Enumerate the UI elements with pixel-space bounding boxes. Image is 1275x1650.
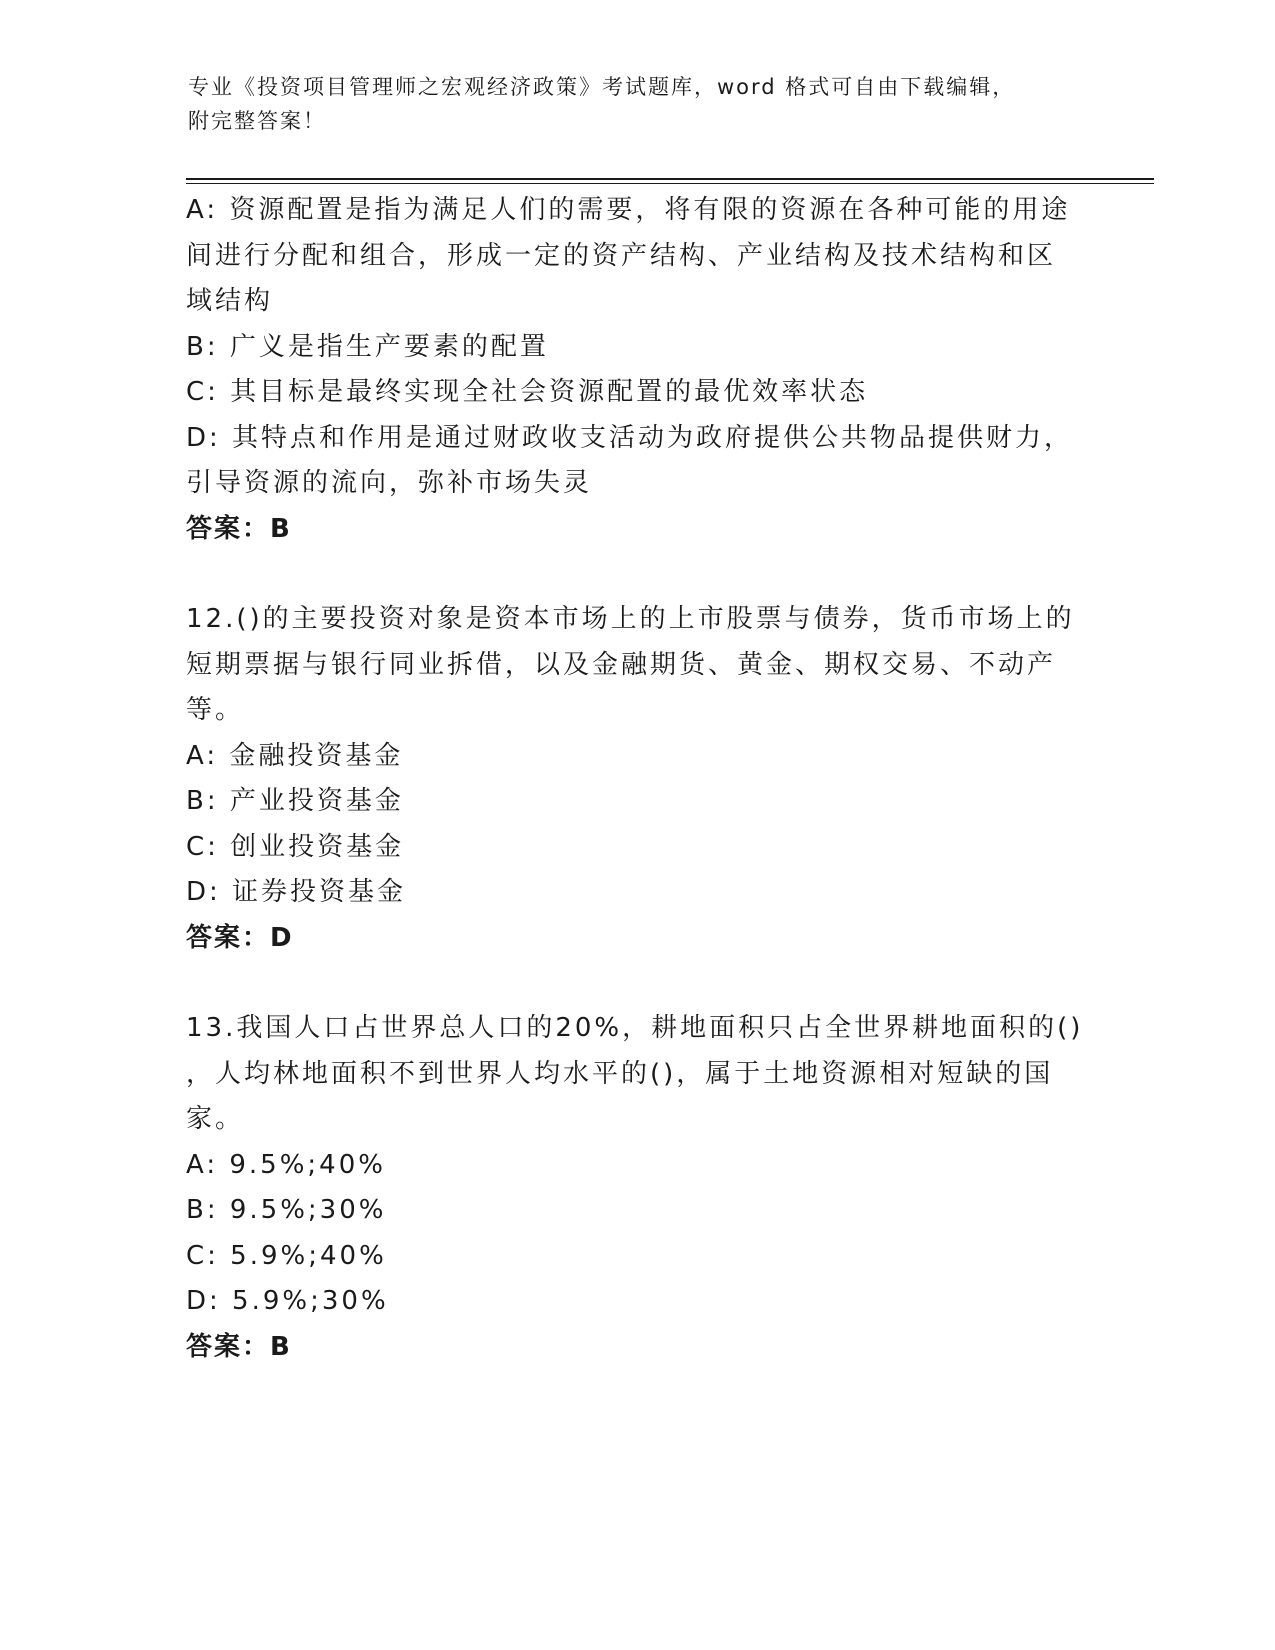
question-gap (186, 961, 1086, 1006)
header-divider-thick (186, 178, 1154, 180)
q11-option-d-line-2: 引导资源的流向，弥补市场失灵 (186, 468, 593, 498)
q12-option-b: B: 产业投资基金 (186, 786, 404, 816)
q12-stem-line-3: 等。 (186, 695, 245, 725)
q13-option-c: C: 5.9%;40% (186, 1240, 387, 1271)
q11-option-a-line-3: 域结构 (186, 286, 274, 316)
q12-option-a: A: 金融投资基金 (186, 740, 404, 771)
document-header (188, 70, 1068, 138)
question-11-options (186, 188, 1086, 552)
q11-option-a-line-1: A: 资源配置是指为满足人们的需要，将有限的资源在各种可能的用途 (186, 195, 1071, 225)
q11-option-d-line-1: D: 其特点和作用是通过财政收支活动为政府提供公共物品提供财力， (186, 422, 1074, 453)
header-divider-thin (186, 183, 1154, 184)
header-line-2: 附完整答案！ (188, 109, 326, 133)
question-content (186, 188, 1086, 1370)
q11-answer: 答案：B (186, 513, 292, 544)
question-12 (186, 597, 1086, 961)
q13-stem-line-1: 13.我国人口占世界总人口的20%，耕地面积只占全世界耕地面积的() (186, 1013, 1084, 1043)
q13-option-a: A: 9.5%;40% (186, 1149, 386, 1180)
q11-option-b: B: 广义是指生产要素的配置 (186, 331, 549, 362)
q12-option-c: C: 创业投资基金 (186, 831, 405, 862)
q12-answer: 答案：D (186, 922, 294, 953)
q13-option-b: B: 9.5%;30% (186, 1195, 387, 1225)
q13-option-d: D: 5.9%;30% (186, 1286, 389, 1316)
q12-option-d: D: 证券投资基金 (186, 877, 407, 907)
q12-stem-line-2: 短期票据与银行同业拆借，以及金融期货、黄金、期权交易、不动产 (186, 649, 1057, 680)
q13-stem-line-2: ，人均林地面积不到世界人均水平的()，属于土地资源相对短缺的国 (186, 1058, 1054, 1089)
q11-option-c: C: 其目标是最终实现全社会资源配置的最优效率状态 (186, 377, 869, 407)
q13-stem-line-3: 家。 (186, 1104, 245, 1134)
question-13 (186, 1006, 1086, 1370)
q11-option-a-line-2: 间进行分配和组合，形成一定的资产结构、产业结构及技术结构和区 (186, 240, 1057, 271)
header-line-1: 专业《投资项目管理师之宏观经济政策》考试题库，word 格式可自由下载编辑， (188, 75, 1016, 99)
q13-answer: 答案：B (186, 1331, 292, 1362)
question-gap (186, 552, 1086, 597)
q12-stem-line-1: 12.()的主要投资对象是资本市场上的上市股票与债券，货币市场上的 (186, 604, 1075, 634)
